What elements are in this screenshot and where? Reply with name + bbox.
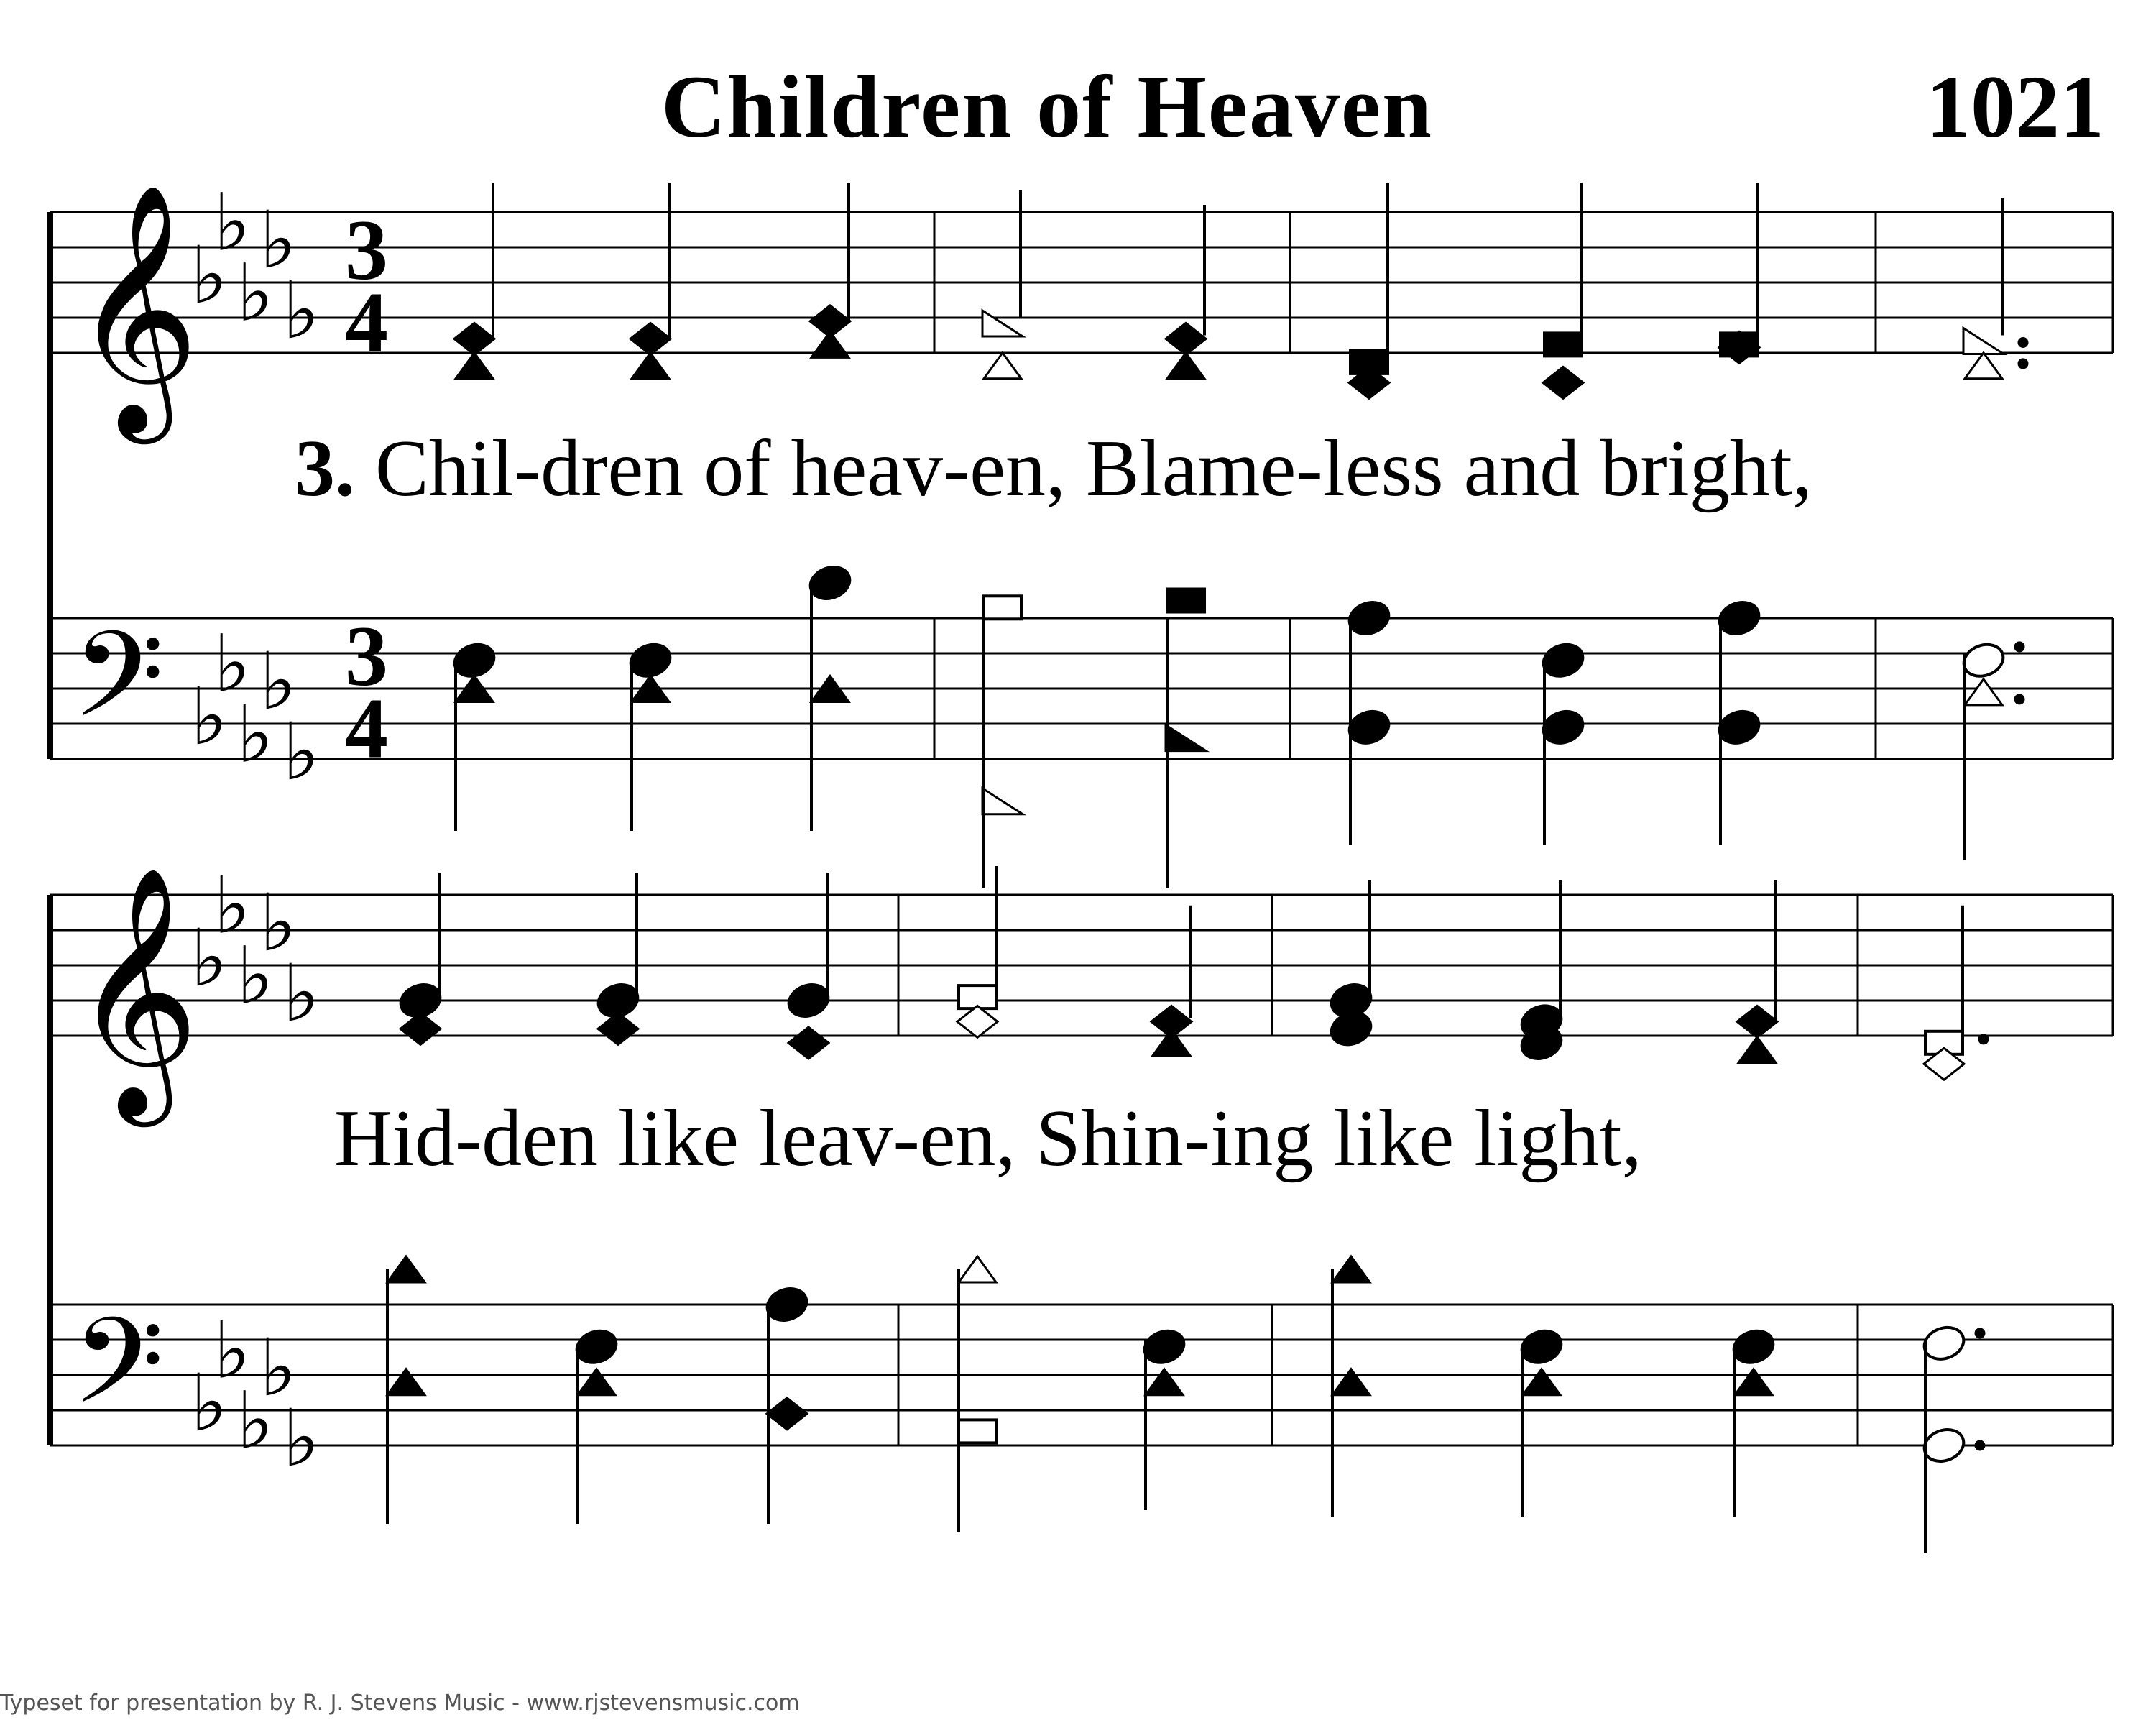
notehead [982,788,1023,814]
augmentation-dot [2014,694,2024,704]
notehead [456,353,493,379]
verse-number: 3. [295,424,355,513]
notehead [1920,1425,1968,1467]
flat-icon: ♭ [236,929,274,1022]
notehead [1715,597,1764,640]
notehead [1327,1008,1376,1050]
notehead [387,1256,425,1282]
notehead [1518,1325,1566,1368]
notehead [1332,1369,1370,1395]
notehead [1345,707,1393,749]
flat-icon: ♭ [213,617,251,710]
flat-icon: ♭ [259,194,297,286]
lyrics-text: Chil-dren of heav-en, Blame-less and bright, [375,424,1812,513]
flat-icon: ♭ [282,1392,320,1484]
notehead [1539,707,1588,749]
notehead [387,1369,425,1395]
time-signature-bottom: 4 [345,680,388,776]
notehead [1332,1256,1370,1282]
notehead [984,353,1021,379]
time-signature-top: 3 [345,202,388,298]
flat-icon: ♭ [236,688,274,781]
notehead [578,1369,615,1395]
lyrics-text: Hid-den like leav-en, Shin-ing like light, [334,1094,1642,1183]
lyrics-line-1 [295,423,1812,515]
flat-icon: ♭ [259,877,297,969]
notehead [1965,353,2002,379]
notehead [763,1284,811,1326]
notehead [1543,367,1583,398]
time-signature-top: 3 [345,608,388,704]
notehead [1715,707,1764,749]
notehead [573,1325,621,1368]
notehead [811,331,849,357]
notehead [1345,597,1393,640]
flat-icon: ♭ [213,176,251,269]
flat-icon: ♭ [236,247,274,339]
bass-clef-icon: 𝄢 [72,1292,165,1460]
hymn-title: Children of Heaven [661,58,1433,156]
notehead [630,323,671,354]
notehead [454,323,494,354]
notehead [1737,1006,1777,1037]
augmentation-dot [1978,1034,1989,1044]
notehead [1539,639,1588,681]
augmentation-dot [2018,359,2028,369]
flat-icon: ♭ [190,912,228,1004]
notehead [1544,333,1582,356]
notehead [1730,1325,1778,1368]
augmentation-dot [1975,1440,1985,1450]
flat-icon: ♭ [190,1357,228,1449]
notehead [806,562,854,604]
flat-icon: ♭ [190,671,228,763]
flat-icon: ♭ [259,1322,297,1414]
notehead [1166,725,1206,751]
notehead [1146,1369,1183,1395]
notehead [1920,1322,1968,1365]
notehead [1166,323,1206,354]
flat-icon: ♭ [282,264,320,356]
notehead [984,596,1021,619]
notehead [1153,1030,1190,1056]
time-signature-bottom: 4 [345,274,388,370]
notehead [598,1013,638,1044]
notehead [1141,1325,1189,1368]
treble-clef-icon: 𝄞 [72,182,200,433]
notehead [1960,639,2008,681]
treble-clef-icon: 𝄞 [72,865,200,1116]
augmentation-dot [2014,642,2024,652]
flat-icon: ♭ [236,1374,274,1467]
hymn-number: 1021 [1926,58,2104,156]
notehead [788,1027,829,1059]
notehead [767,1398,807,1430]
flat-icon: ♭ [213,859,251,952]
notehead [1167,353,1204,379]
notehead [785,980,833,1022]
notehead [1167,589,1204,612]
notehead [1735,1369,1772,1395]
flat-icon: ♭ [190,229,228,321]
notehead [959,1256,996,1282]
notehead [1963,328,2004,354]
notehead [959,1420,996,1443]
notehead [1523,1369,1560,1395]
notehead [400,1013,441,1044]
notehead [957,1006,998,1037]
footer-credit: Typeset for presentation by R. J. Stevens Music - www.rjstevensmusic.com [0,1690,800,1716]
notehead [632,353,669,379]
augmentation-dot [2018,338,2028,348]
notehead [1965,679,2002,705]
flat-icon: ♭ [282,706,320,798]
bass-clef-icon: 𝄢 [72,606,165,773]
flat-icon: ♭ [213,1304,251,1397]
flat-icon: ♭ [259,635,297,727]
flat-icon: ♭ [282,947,320,1039]
notehead [982,310,1023,336]
lyrics-line-2 [334,1092,1642,1185]
augmentation-dot [1975,1328,1985,1338]
notehead [1738,1037,1776,1063]
